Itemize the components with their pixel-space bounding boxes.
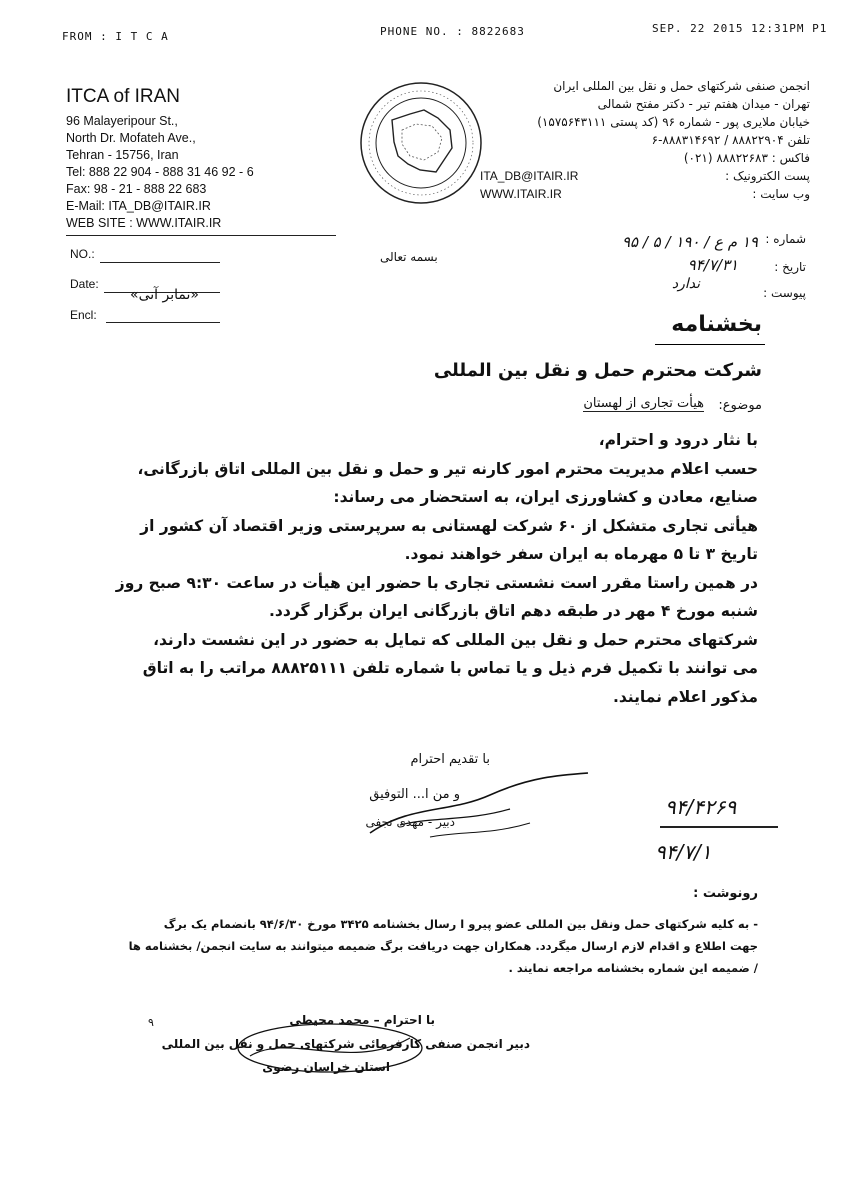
handwritten-date: ۹۴/۷/۱ xyxy=(655,840,712,864)
bismillah: بسمه تعالی xyxy=(380,250,438,264)
date-label-fa: تاریخ : xyxy=(774,260,806,274)
phone-line: Tel: 888 22 904 - 888 31 46 92 - 6 xyxy=(66,165,254,179)
letterhead-org-fa: انجمن صنفی شرکتهای حمل و نقل بین المللی ایران xyxy=(553,79,810,93)
letterhead-fa xyxy=(480,77,810,203)
website-value: WWW.ITAIR.IR xyxy=(480,187,562,201)
subject-label: موضوع: xyxy=(718,398,762,413)
closing-regards: با تقدیم احترام xyxy=(410,752,490,767)
encl-label-fa: پیوست : xyxy=(763,286,806,300)
body-line: تاریخ ۳ تا ۵ مهرماه به ایران سفر خواهند نمود. xyxy=(404,545,758,563)
letterhead-divider-en xyxy=(66,235,336,236)
address-line: Tehran - 15756, Iran xyxy=(66,148,179,162)
title-underline xyxy=(655,344,765,345)
encl-label-en: Encl: xyxy=(70,308,97,322)
no-label-en: NO.: xyxy=(70,247,95,261)
no-underline xyxy=(100,262,220,263)
email-line: E-Mail: ITA_DB@ITAIR.IR xyxy=(66,199,211,213)
body-line: حسب اعلام مدیریت محترم امور کارنه تیر و حمل و نقل بین المللی اتاق بازرگانی، xyxy=(137,459,758,478)
letterhead-address-en xyxy=(66,113,254,232)
handwritten-number: ۹۴/۴۲۶۹ xyxy=(665,795,737,819)
address-line: North Dr. Mofateh Ave., xyxy=(66,131,196,145)
encl-value: ندارد xyxy=(671,276,700,292)
cc-line: / ضمیمه این شماره بخشنامه مراجعه نمایند . xyxy=(508,961,758,975)
cc-title: رونوشت : xyxy=(693,886,758,901)
address-line-fa: تهران - میدان هفتم تیر - دکتر مفتح شمالی xyxy=(597,97,810,111)
emblem-logo xyxy=(358,80,484,206)
website-line: WEB SITE : WWW.ITAIR.IR xyxy=(66,216,222,230)
fax-line-fa: فاکس : ۸۸۸۲۲۶۸۳ (۰۲۱) xyxy=(683,151,810,165)
cc-line: - به کلیه شرکتهای حمل ونقل بین المللی عضو پیرو ا رسال بخشنامه ۳۴۲۵ مورخ ۹۴/۶/۳۰ بانضمام یک برگ xyxy=(163,917,758,931)
address-line: 96 Malayeripour St., xyxy=(66,114,178,128)
recipient: شرکت محترم حمل و نقل بین المللی xyxy=(433,360,762,381)
no-value: ۱۹ م ع / ۱۹۰ / ۵ / ۹۵ xyxy=(621,233,758,251)
urgent-fax-label: «نمابر آنی» xyxy=(130,287,199,303)
body-line: با نثار درود و احترام، xyxy=(598,431,758,449)
footer-title: دبیر انجمن صنفی کارفرمائی شرکتهای حمل و نقل بین المللی xyxy=(161,1037,530,1051)
body-line: در همین راستا مقرر است نشستی تجاری با حضور این هیأت در ساعت ۹:۳۰ صبح روز xyxy=(115,573,758,592)
footer-signature-scribble xyxy=(230,1012,430,1082)
fax-from: FROM : I T C A xyxy=(62,30,169,43)
website-label-fa: وب سایت : xyxy=(752,187,810,201)
signature-scribble xyxy=(360,765,600,845)
body-line: شنبه مورخ ۴ مهر در طبقه دهم اتاق بازرگانی ایران برگزار گردد. xyxy=(269,602,758,620)
fax-line: Fax: 98 - 21 - 888 22 683 xyxy=(66,182,207,196)
fax-datetime: SEP. 22 2015 12:31PM P1 xyxy=(652,22,828,35)
cc-line: جهت اطلاع و اقدام لازم ارسال میگردد. همکاران جهت دریافت برگ ضمیمه میتوانند به سایت انجمن/ بخشنامه ها xyxy=(128,939,758,953)
letter-body xyxy=(78,426,758,711)
phone-line-fa: تلفن ۸۸۸۲۲۹۰۴ / ۸۸۸۳۱۴۶۹۲-۶ xyxy=(651,133,810,147)
body-line: صنایع، معادن و کشاورزی ایران، به استحضار می رساند: xyxy=(333,488,758,506)
email-value: ITA_DB@ITAIR.IR xyxy=(480,169,579,183)
email-label-fa: پست الکترونیک : xyxy=(725,169,810,183)
body-line: هیأتی تجاری متشکل از ۶۰ شرکت لهستانی به سرپرستی وزیر اقتصاد آن کشور از xyxy=(140,516,758,535)
doc-type-title: بخشنامه xyxy=(671,312,762,337)
handwritten-underline xyxy=(660,826,778,828)
body-line: می توانند با تکمیل فرم ذیل و یا تماس با شماره تلفن ۸۸۸۲۵۱۱۱ مراتب را به اتاق xyxy=(142,659,758,677)
footer-signer: با احترام – محمد محیطی xyxy=(289,1013,435,1027)
subject-value: هیأت تجاری از لهستان xyxy=(583,396,704,411)
footer-province: استان خراسان رضوی xyxy=(262,1060,390,1074)
fax-phone: PHONE NO. : 8822683 xyxy=(380,25,525,38)
date-value: ۹۴/۷/۳۱ xyxy=(687,256,738,274)
body-line: مذکور اعلام نمایند. xyxy=(612,687,758,706)
closing-signer: دبیر - مهدی نجفی xyxy=(365,815,455,829)
date-label-en: Date: xyxy=(70,277,99,291)
no-label-fa: شماره : xyxy=(765,232,806,246)
cc-body xyxy=(58,913,758,979)
address-line-fa: خیابان ملایری پور - شماره ۹۶ (کد پستی ۱۵۷۵۶۴۳۱۱۱) xyxy=(537,115,810,129)
closing-tawfiq: و من ا... التوفیق xyxy=(369,787,460,802)
footer-mark: ۹ xyxy=(148,1016,154,1029)
body-line: شرکتهای محترم حمل و نقل بین المللی که تمایل به حضور در این نشست دارند، xyxy=(153,630,758,649)
letterhead-org-en: ITCA of IRAN xyxy=(66,86,181,107)
encl-underline xyxy=(106,322,220,323)
